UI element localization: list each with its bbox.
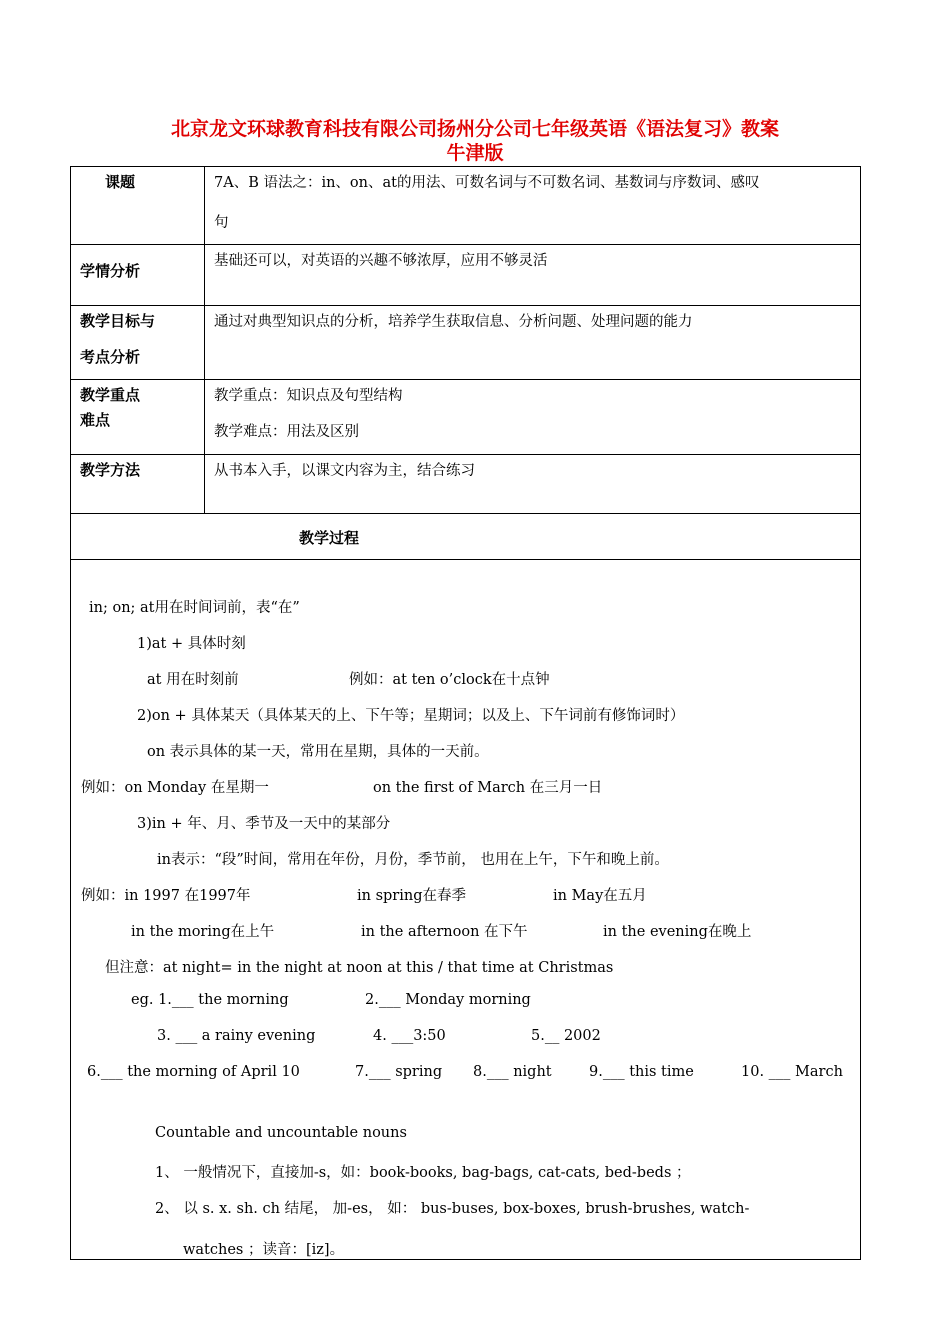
process-line: on the first of March 在三月一日 bbox=[373, 780, 603, 796]
process-line: 1、 一般情况下，直接加-s，如：book-books, bag-bags, cat-cats, bed-beds ； bbox=[155, 1165, 691, 1181]
table-row-process-header bbox=[71, 514, 861, 560]
document-title: 北京龙文环球教育科技有限公司扬州分公司七年级英语《语法复习》教案 bbox=[170, 118, 779, 140]
row-label: 难点 bbox=[80, 411, 111, 429]
process-line: in spring在春季 bbox=[357, 888, 466, 904]
process-line: on 表示具体的某一天，常用在星期，具体的一天前。 bbox=[147, 744, 489, 760]
row-label: 教学方法 bbox=[80, 461, 141, 479]
row-text: 从书本入手，以课文内容为主，结合练习 bbox=[214, 463, 475, 479]
process-line: 2)on + 具体某天（具体某天的上、下午等；星期词；以及上、下午词前有修饰词时） bbox=[137, 708, 685, 724]
label-cell bbox=[71, 306, 205, 380]
table-row-process bbox=[71, 560, 861, 1260]
exercise-item: 9.___ this time bbox=[589, 1064, 694, 1080]
process-cell bbox=[71, 560, 861, 1260]
exercise-line: 4. ___3:50 bbox=[373, 1028, 446, 1044]
row-text: 7A、B 语法之：in、on、at的用法、可数名词与不可数名词、基数词与序数词、感叹 bbox=[214, 175, 760, 191]
process-line: 例如：at ten o’clock在十点钟 bbox=[349, 672, 550, 688]
row-text: 教学难点：用法及区别 bbox=[214, 424, 359, 440]
exercise-line: 5.__ 2002 bbox=[531, 1028, 601, 1044]
row-text: 句 bbox=[214, 215, 229, 231]
table-row-topic bbox=[71, 167, 861, 245]
row-text: 通过对典型知识点的分析，培养学生获取信息、分析问题、处理问题的能力 bbox=[214, 314, 693, 330]
process-header-cell bbox=[71, 514, 861, 560]
row-text: 教学重点：知识点及句型结构 bbox=[214, 388, 403, 404]
exercise-item: 8.___ night bbox=[473, 1064, 552, 1080]
process-line: in the evening在晚上 bbox=[603, 924, 752, 940]
table-row-method bbox=[71, 455, 861, 514]
exercise-item: 10. ___ March bbox=[741, 1064, 843, 1080]
process-header: 教学过程 bbox=[299, 529, 360, 547]
content-cell bbox=[205, 380, 861, 455]
exercise-line: 2.___ Monday morning bbox=[365, 992, 531, 1008]
process-line: 3)in + 年、月、季节及一天中的某部分 bbox=[137, 816, 391, 832]
process-line: in表示：“段”时间，常用在年份，月份，季节前， 也用在上午，下午和晚上前。 bbox=[157, 852, 669, 868]
table-row-objectives bbox=[71, 306, 861, 380]
row-label: 学情分析 bbox=[80, 262, 141, 280]
process-line: in the moring在上午 bbox=[131, 924, 275, 940]
row-label: 课题 bbox=[105, 173, 136, 191]
process-line: in the afternoon 在下午 bbox=[361, 924, 528, 940]
process-line: in; on; at用在时间词前，表“在” bbox=[89, 600, 300, 616]
row-label: 教学目标与 bbox=[80, 312, 156, 330]
exercise-item: 6.___ the morning of April 10 bbox=[87, 1064, 300, 1080]
content-cell bbox=[205, 245, 861, 306]
document-subtitle: 牛津版 bbox=[446, 142, 504, 164]
row-text: 基础还可以，对英语的兴趣不够浓厚，应用不够灵活 bbox=[214, 253, 548, 269]
exercise-item: 7.___ spring bbox=[355, 1064, 443, 1080]
row-label: 教学重点 bbox=[80, 386, 141, 404]
label-cell bbox=[71, 455, 205, 514]
label-cell bbox=[71, 167, 205, 245]
row-label: 考点分析 bbox=[80, 348, 141, 366]
table-row-analysis bbox=[71, 245, 861, 306]
process-line: 1)at + 具体时刻 bbox=[137, 636, 246, 652]
label-cell bbox=[71, 245, 205, 306]
process-line: in May在五月 bbox=[553, 888, 647, 904]
process-line: 2、 以 s. x. sh. ch 结尾， 加-es， 如： bus-buses, box-boxes, brush-brushes, watch- bbox=[155, 1201, 750, 1217]
content-cell bbox=[205, 306, 861, 380]
process-body bbox=[71, 560, 860, 1259]
content-cell bbox=[205, 455, 861, 514]
label-cell bbox=[71, 380, 205, 455]
content-cell bbox=[205, 167, 861, 245]
exercise-line: 3. ___ a rainy evening bbox=[157, 1028, 316, 1044]
process-line: 例如：on Monday 在星期一 bbox=[81, 780, 269, 796]
process-line: watches ；读音：[iz]。 bbox=[183, 1242, 345, 1258]
lesson-plan-table bbox=[70, 166, 861, 1260]
table-row-key-points bbox=[71, 380, 861, 455]
exercise-line: eg. 1.___ the morning bbox=[131, 992, 289, 1008]
process-line: 但注意：at night= in the night at noon at this / that time at Christmas bbox=[105, 960, 614, 976]
process-line: at 用在时刻前 bbox=[147, 672, 239, 688]
process-line: 例如：in 1997 在1997年 bbox=[81, 888, 251, 904]
section-heading: Countable and uncountable nouns bbox=[155, 1125, 407, 1141]
